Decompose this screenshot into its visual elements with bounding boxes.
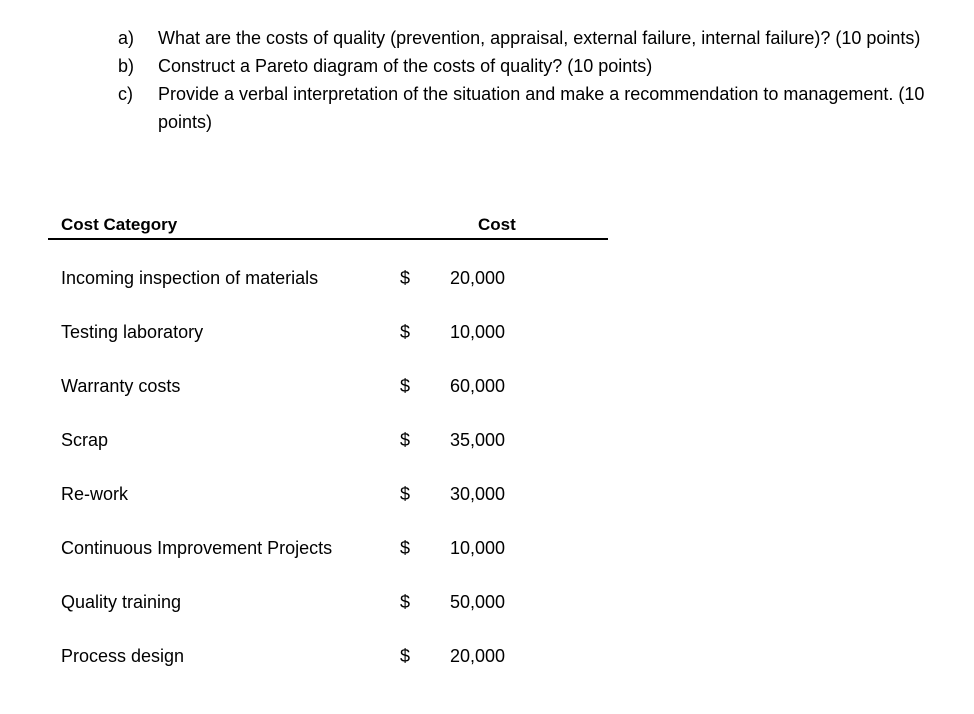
table-row <box>48 646 608 700</box>
question-letter: b) <box>118 56 135 76</box>
question-letter: c) <box>118 84 133 104</box>
table-row <box>48 376 608 430</box>
table-row <box>48 484 608 538</box>
cost-amount: 30,000 <box>450 484 506 504</box>
currency-symbol: $ <box>400 268 411 288</box>
question-c <box>118 80 968 136</box>
cost-category: Process design <box>61 646 185 666</box>
cost-amount: 10,000 <box>450 322 506 342</box>
currency-symbol: $ <box>400 322 411 342</box>
cost-category: Re-work <box>61 484 129 504</box>
cost-category: Quality training <box>61 592 182 612</box>
cost-category: Warranty costs <box>61 376 181 396</box>
currency-symbol: $ <box>400 376 411 396</box>
currency-symbol: $ <box>400 592 411 612</box>
cost-amount: 60,000 <box>450 376 506 396</box>
question-text: Provide a verbal interpretation of the situation and make a recommendation to management. (10 points) <box>158 84 925 132</box>
cost-category: Scrap <box>61 430 109 450</box>
question-text: What are the costs of quality (prevention, appraisal, external failure, internal failure)? (10 points) <box>158 28 921 48</box>
question-list <box>118 24 968 136</box>
cost-category: Incoming inspection of materials <box>61 268 319 288</box>
question-a <box>118 24 968 52</box>
column-header-category: Cost Category <box>61 215 178 234</box>
table-header <box>48 210 608 240</box>
table-row <box>48 430 608 484</box>
currency-symbol: $ <box>400 538 411 558</box>
table-body <box>48 268 608 700</box>
cost-table <box>48 210 608 700</box>
question-letter: a) <box>118 28 135 48</box>
table-row <box>48 592 608 646</box>
currency-symbol: $ <box>400 646 411 666</box>
currency-symbol: $ <box>400 430 411 450</box>
question-b <box>118 52 968 80</box>
currency-symbol: $ <box>400 484 411 504</box>
cost-amount: 20,000 <box>450 268 506 288</box>
table-row <box>48 322 608 376</box>
table-row <box>48 268 608 322</box>
column-header-cost: Cost <box>478 215 516 234</box>
question-text: Construct a Pareto diagram of the costs of quality? (10 points) <box>158 56 653 76</box>
cost-category: Testing laboratory <box>61 322 204 342</box>
cost-amount: 20,000 <box>450 646 506 666</box>
cost-category: Continuous Improvement Projects <box>61 538 333 558</box>
cost-amount: 35,000 <box>450 430 506 450</box>
table-row <box>48 538 608 592</box>
cost-amount: 10,000 <box>450 538 506 558</box>
cost-amount: 50,000 <box>450 592 506 612</box>
